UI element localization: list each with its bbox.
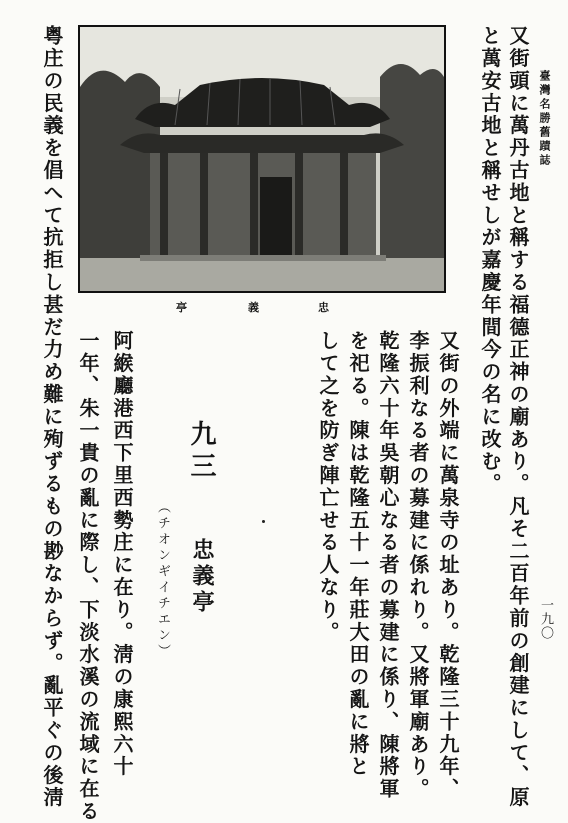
body-column: 又街頭に萬丹古地と稱する福德正神の廟あり。凡そ二百年前の創建にして、原 bbox=[506, 25, 530, 809]
body-column: 粤庄の民義を倡へて抗拒し甚だ力め難に殉ずるもの尠なからず。亂平ぐの後淸 bbox=[40, 25, 64, 809]
page-number: 一九〇 bbox=[538, 598, 553, 640]
photo-caption-char-1: 亭 bbox=[176, 301, 187, 314]
body-column: して之を防ぎ陣亡せる人なり。 bbox=[316, 330, 340, 644]
pavilion-photo bbox=[78, 25, 446, 293]
body-column: 又街の外端に萬泉寺の址あり。乾隆三十九年、 bbox=[436, 330, 460, 801]
ink-dot bbox=[262, 520, 265, 523]
body-column: を祀る。陳は乾隆五十一年莊大田の亂に將と bbox=[346, 330, 370, 778]
photo-caption-char-3: 忠 bbox=[318, 301, 329, 314]
photo-caption-char-2: 義 bbox=[248, 301, 259, 314]
section-number: 九三 bbox=[186, 420, 216, 484]
body-column: 李振利なる者の募建に係れり。又將軍廟あり。 bbox=[406, 330, 430, 801]
body-column: 阿緱廳港西下里西勢庄に在り。淸の康熙六十 bbox=[110, 330, 134, 778]
body-column: と萬安古地と稱せしが嘉慶年間今の名に改む。 bbox=[478, 25, 502, 496]
body-column: 一年、朱一貴の亂に際し、下淡水溪の流域に在る bbox=[76, 330, 100, 823]
section-reading: （チオンギイチエン） bbox=[155, 500, 170, 660]
running-header: 臺灣名勝舊蹟誌 bbox=[538, 70, 551, 168]
section-title: 忠義亭 bbox=[189, 538, 215, 616]
body-column: 乾隆六十年吳朝心なる者の募建に係り、陳將軍 bbox=[376, 330, 400, 801]
